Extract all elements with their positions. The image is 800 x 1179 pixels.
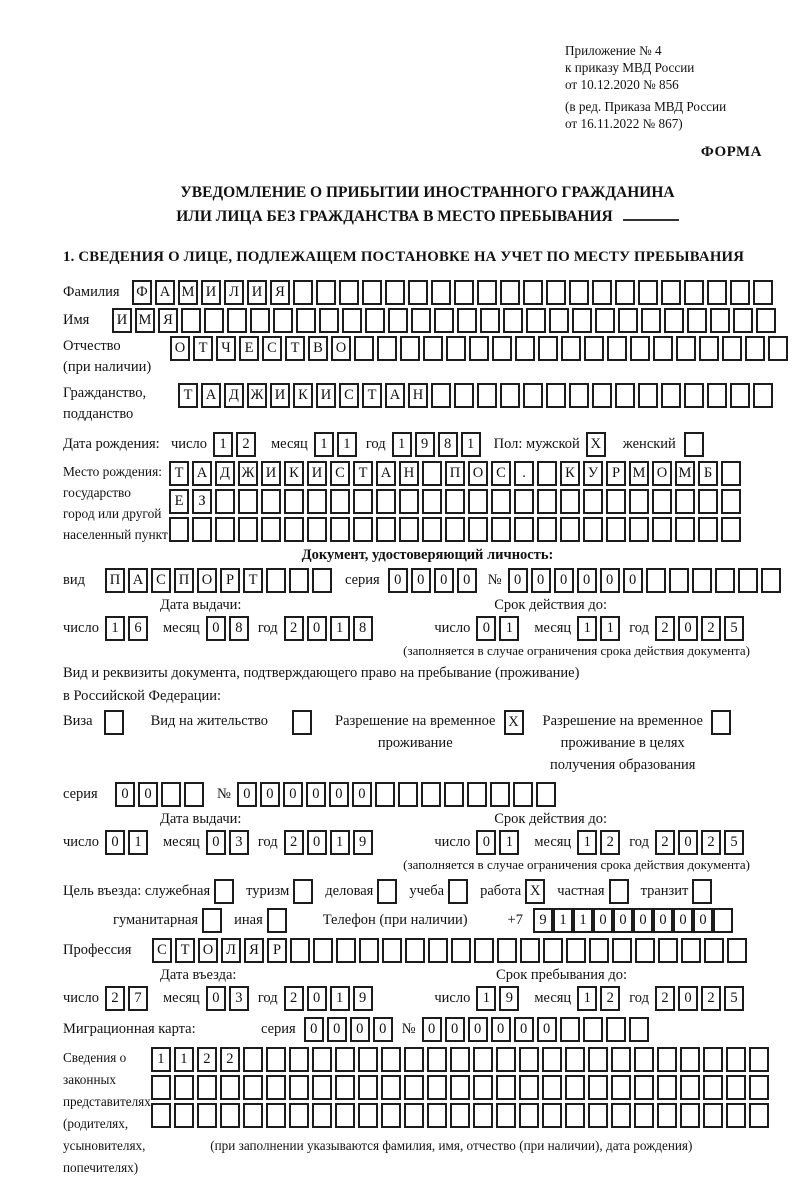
doc-issue-year-cells: 2 0 1 8	[284, 616, 376, 641]
doc-valid-day-cells: 0 1	[476, 616, 522, 641]
citizenship-row	[63, 383, 792, 429]
representatives-block	[63, 1047, 792, 1179]
identity-doc-date-headings	[63, 597, 792, 614]
patronymic-cells: О Т Ч Е С Т В О	[170, 336, 791, 361]
identity-doc-kind-row	[63, 568, 792, 593]
phone-prefix: +7	[507, 912, 523, 928]
day-label: число	[171, 436, 207, 452]
residence-issue-day-cells: 0 1	[105, 830, 151, 855]
edu-permit-checkbox	[703, 710, 734, 735]
doc-issue-day-cells: 1 6	[105, 616, 151, 641]
stay-until-heading: Срок пребывания до:	[496, 967, 627, 983]
entry-date-headings	[63, 967, 792, 984]
form-title-line2: ИЛИ ЛИЦА БЕЗ ГРАЖДАНСТВА В МЕСТО ПРЕБЫВАНИЯ	[63, 205, 792, 229]
residence-permit-option	[151, 710, 315, 735]
residence-doc-dates-row: число 0 1 месяц 0 3 год 2 0 1 9 число 0 1 месяц 1 2 год 2 0 2 5	[63, 830, 792, 855]
birth-date-label: Дата рождения:	[63, 436, 160, 452]
given-name-cells: И М Я	[112, 308, 779, 333]
issue-date-heading: Дата выдачи:	[160, 597, 242, 613]
purpose-row2	[113, 908, 792, 933]
purpose-other-checkbox	[267, 908, 287, 933]
residence-issue-month-cells: 0 3	[206, 830, 252, 855]
purpose-humanitarian-checkbox	[202, 908, 222, 933]
doc-series-cells: 0 0 0 0	[388, 568, 480, 593]
entry-dates-row: число 2 7 месяц 0 3 год 2 0 1 9 число 1 9 месяц 1 2 год 2 0 2 5	[63, 986, 792, 1011]
purpose-private-checkbox	[609, 879, 629, 904]
residence-permit-label: Вид на жительство	[150, 713, 269, 729]
appendix-line: от 16.11.2022 № 867)	[565, 116, 683, 131]
purpose-tourism-checkbox	[293, 879, 313, 904]
entry-month-cells: 0 3	[206, 986, 252, 1011]
citizenship-label: Гражданство, подданство	[63, 385, 147, 422]
stay-day-cells: 1 9	[476, 986, 522, 1011]
identity-doc-footnote: (заполняется в случае ограничения срока действия документа)	[403, 643, 750, 658]
visa-label: Виза	[63, 713, 93, 729]
purpose-row1	[63, 879, 792, 904]
birth-month-cells: 1 1	[314, 432, 360, 457]
doc-issue-month-cells: 0 8	[206, 616, 252, 641]
purpose-humanitarian-label: гуманитарная	[113, 912, 199, 928]
residence-doc-intro2: в Российской Федерации:	[63, 688, 222, 704]
appendix-line: к приказу МВД России	[565, 60, 695, 75]
representatives-caption: (при заполнении указываются фамилия, имя, отчество (при наличии), дата рождения)	[210, 1138, 693, 1153]
representatives-row3	[151, 1103, 772, 1128]
purpose-work-label: работа	[480, 883, 522, 899]
section1-heading: 1. СВЕДЕНИЯ О ЛИЦЕ, ПОДЛЕЖАЩЕМ ПОСТАНОВКЕ НА УЧЕТ ПО МЕСТУ ПРЕБЫВАНИЯ	[63, 249, 745, 265]
purpose-label: Цель въезда: служебная	[63, 883, 211, 899]
purpose-private-label: частная	[557, 883, 605, 899]
entry-day-cells: 2 7	[105, 986, 151, 1011]
doc-kind-cells: П А С П О Р Т	[105, 568, 335, 593]
birth-year-cells: 1 9 8 1	[392, 432, 484, 457]
doc-kind-label: вид	[63, 572, 85, 588]
representatives-grid	[151, 1047, 772, 1154]
temp-permit-option	[335, 710, 526, 754]
forma-label: ФОРМА	[700, 144, 762, 160]
birth-day-cells: 1 2	[213, 432, 259, 457]
residence-doc-serial-row	[63, 782, 792, 807]
edu-permit-label: Разрешение на временное проживание в целях получения образования	[542, 713, 703, 773]
residence-doc-footnote: (заполняется в случае ограничения срока действия документа)	[403, 857, 750, 872]
birth-place-block	[63, 461, 792, 545]
purpose-official-checkbox	[214, 879, 234, 904]
number-label: №	[217, 786, 231, 802]
residence-valid-year-cells: 2 0 2 5	[655, 830, 747, 855]
month-label: месяц	[270, 436, 308, 452]
temp-permit-label: Разрешение на временное проживание	[335, 713, 496, 751]
sex-female-checkbox	[684, 432, 707, 457]
surname-row	[63, 280, 792, 305]
phone-cells: 9 1 1 0 0 0 0 0 0	[533, 908, 733, 933]
migration-card-label: Миграционная карта:	[63, 1021, 196, 1037]
valid-until-heading: Срок действия до:	[494, 597, 607, 613]
residence-valid-day-cells: 0 1	[476, 830, 522, 855]
birth-place-label: Место рождения: государство город или другой населенный пункт	[63, 464, 168, 542]
entry-date-heading: Дата въезда:	[160, 967, 237, 983]
birth-place-row1: Т А Д Ж И К И С Т А Н П О С . К У Р М О М Б	[169, 461, 744, 486]
series-label: серия	[63, 786, 98, 802]
visa-option	[63, 710, 127, 735]
purpose-other-label: иная	[234, 912, 263, 928]
sex-male-checkbox: X	[586, 432, 609, 457]
profession-label: Профессия	[63, 942, 132, 958]
residence-number-cells: 0 0 0 0 0 0	[237, 782, 559, 807]
visa-checkbox	[96, 710, 127, 735]
doc-number-cells: 0 0 0 0 0 0	[508, 568, 784, 593]
identity-doc-dates-row: число 1 6 месяц 0 8 год 2 0 1 8 число 0 1 месяц 1 1 год 2 0 2 5	[63, 616, 792, 641]
residence-permit-checkbox	[284, 710, 315, 735]
sex-male-label: Пол: мужской	[493, 436, 580, 452]
purpose-transit-checkbox	[692, 879, 712, 904]
purpose-study-checkbox	[448, 879, 468, 904]
residence-doc-intro1: Вид и реквизиты документа, подтверждающего право на пребывание (проживание)	[63, 665, 580, 681]
residence-series-cells: 0 0	[115, 782, 207, 807]
birth-place-grid	[169, 461, 744, 542]
purpose-business-checkbox	[377, 879, 397, 904]
purpose-tourism-label: туризм	[246, 883, 290, 899]
purpose-work-checkbox: X	[525, 879, 545, 904]
surname-cells: Ф А М И Л И Я	[132, 280, 776, 305]
form-title	[63, 181, 792, 229]
series-label: серия	[261, 1021, 296, 1037]
number-label: №	[487, 572, 502, 588]
year-label: год	[365, 436, 386, 452]
doc-valid-year-cells: 2 0 2 5	[655, 616, 747, 641]
representatives-row2	[151, 1075, 772, 1100]
appendix-line: (в ред. Приказа МВД России	[565, 99, 727, 114]
profession-cells: С Т О Л Я Р	[152, 938, 750, 963]
residence-issue-year-cells: 2 0 1 9	[284, 830, 376, 855]
stay-month-cells: 1 2	[577, 986, 623, 1011]
purpose-study-label: учеба	[409, 883, 445, 899]
appendix-line: от 10.12.2020 № 856	[565, 77, 679, 92]
birth-place-row3	[169, 517, 744, 542]
birth-place-row2: Е З	[169, 489, 744, 514]
purpose-transit-label: транзит	[640, 883, 689, 899]
temp-permit-checkbox: X	[496, 710, 527, 735]
appendix-line: Приложение № 4	[565, 43, 662, 58]
phone-label: Телефон (при наличии)	[322, 912, 468, 928]
entry-year-cells: 2 0 1 9	[284, 986, 376, 1011]
series-label: серия	[345, 572, 380, 588]
residence-doc-date-headings	[63, 811, 792, 828]
sex-female-label: женский	[622, 436, 676, 452]
surname-label: Фамилия	[63, 284, 120, 300]
patronymic-row	[63, 336, 792, 380]
citizenship-cells: Т А Д Ж И К И С Т А Н	[178, 383, 776, 408]
edu-permit-option	[543, 710, 734, 776]
stay-year-cells: 2 0 2 5	[655, 986, 747, 1011]
birth-date-row	[63, 432, 792, 457]
migration-series-cells: 0 0 0 0	[304, 1017, 396, 1042]
migration-number-cells: 0 0 0 0 0 0	[422, 1017, 652, 1042]
appendix-note	[565, 42, 800, 132]
representatives-row1: 1 1 2 2	[151, 1047, 772, 1072]
identity-doc-heading: Документ, удостоверяющий личность:	[301, 547, 554, 563]
profession-row	[63, 938, 792, 963]
number-label: №	[401, 1021, 416, 1037]
representatives-label: Сведения о законных представителях (родителях, усыновителях, попечителях)	[63, 1050, 151, 1175]
issue-date-heading: Дата выдачи:	[160, 811, 242, 827]
title-blank-line	[623, 219, 679, 221]
form-title-line1: УВЕДОМЛЕНИЕ О ПРИБЫТИИ ИНОСТРАННОГО ГРАЖДАНИНА	[180, 184, 675, 201]
residence-valid-month-cells: 1 2	[577, 830, 623, 855]
valid-until-heading: Срок действия до:	[494, 811, 607, 827]
doc-valid-month-cells: 1 1	[577, 616, 623, 641]
patronymic-label: Отчество (при наличии)	[63, 338, 152, 375]
given-name-label: Имя	[63, 312, 90, 328]
given-name-row	[63, 308, 792, 333]
residence-doc-options	[63, 710, 792, 776]
purpose-business-label: деловая	[325, 883, 374, 899]
migration-card-row	[63, 1017, 792, 1042]
